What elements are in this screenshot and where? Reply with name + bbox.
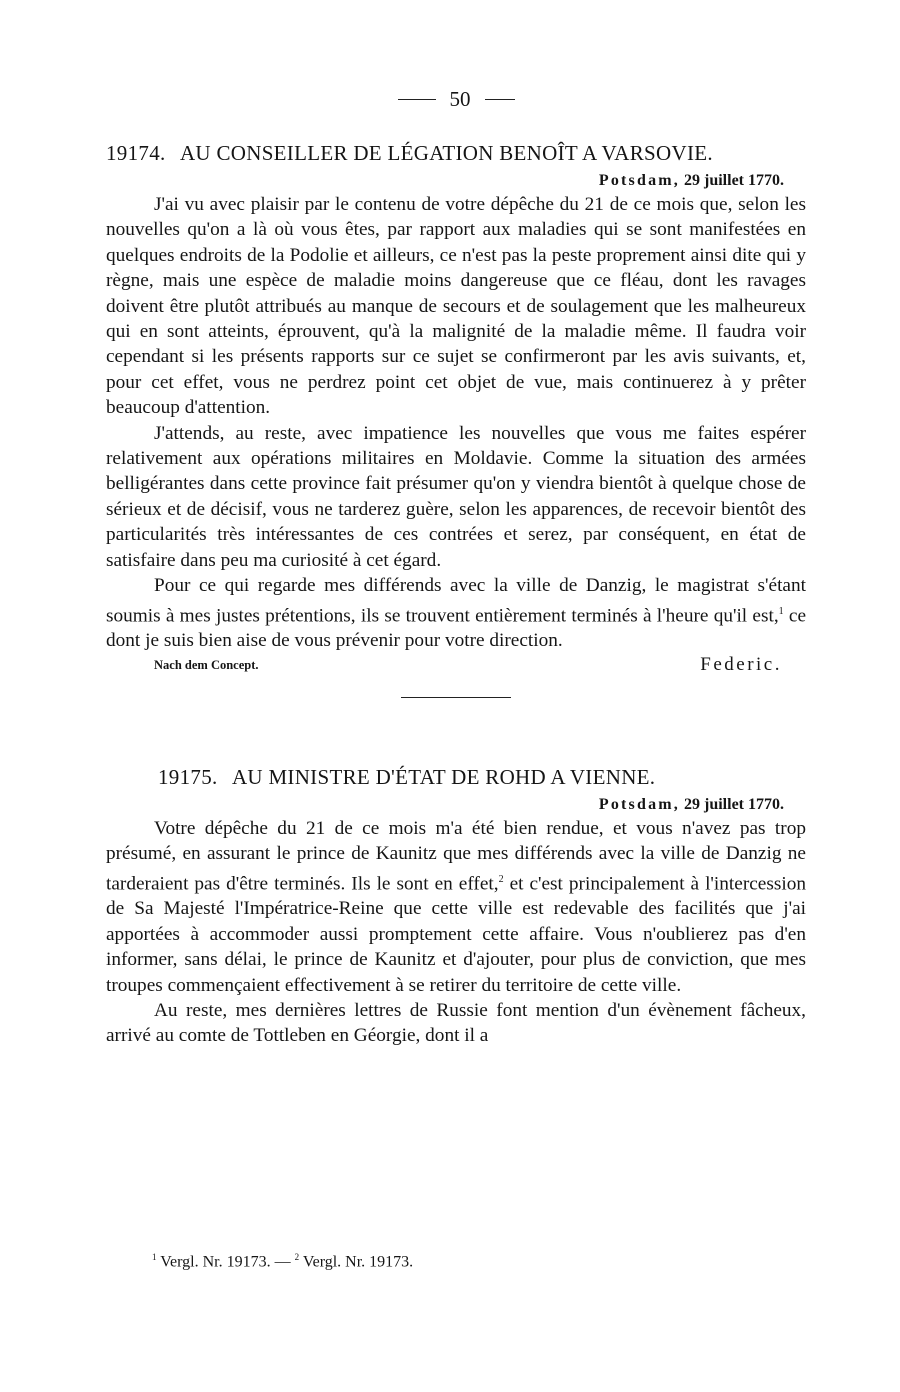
letter-place: Potsdam, <box>598 172 680 189</box>
footnote-mark: 1 <box>152 1252 157 1262</box>
letter-heading <box>106 764 806 790</box>
page-header <box>106 84 806 114</box>
letter-heading <box>106 140 806 166</box>
footnote-ref: 1 <box>778 605 784 617</box>
letter-title: AU CONSEILLER DE LÉGATION BENOÎT A VARSOVIE. <box>179 141 713 165</box>
letter-19175 <box>106 764 806 1049</box>
footnote-mark: 2 <box>294 1252 300 1262</box>
footnote-ref: 2 <box>498 873 504 885</box>
letter-paragraph: J'attends, au reste, avec impatience les nouvelles que vous me faites espérer relativement aux opérations militaires en Moldavie. Comme la situation des armées belligérantes dans cette province fait présumer qu'on y viendra bientôt à quelque chose de sérieux et de décisif, vous ne tarderez guère, selon les apparences, de recevoir bientôt des particularités très intéressantes de ces contrées et serez, par conséquent, en état de satisfaire dans peu ma curiosité à cet égard. <box>106 422 806 571</box>
letter-paragraph: Au reste, mes dernières lettres de Russie font mention d'un évènement fâcheux, arrivé au comte de Tottleben en Géorgie, dont il a <box>106 1000 806 1047</box>
letter-number: 19175. <box>158 764 218 789</box>
letter-paragraph: J'ai vu avec plaisir par le contenu de votre dépêche du 21 de ce mois que, selon les nouvelles qu'on a là où vous êtes, par rapport aux maladies qui se sont manifestées en quelques endroits de la Podolie et ailleurs, ce n'est pas la peste proprement ainsi dite qui y règne, mais une espèce de maladie moins dangereuse que ce fléau, dont les ravages doivent être plutôt attribués au manque de secours et de soulagement que les malheureux qui en sont atteints, éprouvent, qu'à la malignité de la maladie même. Il faudra voir cependant si les présents rapports sur ce sujet se confirmeront par les avis suivants, et, pour cet effet, vous ne perdrez point cet objet de vue, mais continuerez à y prêter beaucoup d'attention. <box>106 194 806 419</box>
letter-date: 29 juillet 1770. <box>684 795 784 813</box>
page-number: 50 <box>449 86 471 111</box>
footnotes <box>152 1252 413 1271</box>
letter-place-date <box>106 170 806 192</box>
paragraph-text: Votre dépêche du 21 de ce mois m'a été bien rendue, et vous n'avez pas trop présumé, en assurant le prince de Kaunitz que mes différends avec la ville de Danzig ne tarderaient pas d'être terminés. Ils le sont en effet, <box>106 817 806 894</box>
footnote-text: Vergl. Nr. 19173. <box>302 1253 414 1271</box>
letter-place: Potsdam, <box>598 795 680 813</box>
header-dash-right <box>485 99 515 100</box>
letter-paragraph <box>106 573 806 654</box>
paragraph-text: et c'est principalement à l'intercession de Sa Majesté l'Impératrice-Reine que cette ville est redevable des facilités que j'ai apportées à accommoder aussi promptement cette affaire. Vous n'oublierez pas d'en informer, sans délai, le prince de Kaunitz et d'ajouter, pour plus de conviction, que mes troupes commençaient effectivement à se retirer du territoire de cette ville. <box>106 872 807 996</box>
letter-separator <box>401 697 511 698</box>
header-dash-left <box>398 99 436 100</box>
letter-title: AU MINISTRE D'ÉTAT DE ROHD A VIENNE. <box>231 764 656 789</box>
signature: Federic. <box>700 653 782 675</box>
letter-paragraph <box>106 816 806 998</box>
document-page <box>106 84 806 1049</box>
footnote-separator: — <box>274 1253 291 1271</box>
footnote-text: Vergl. Nr. 19173. <box>160 1253 271 1271</box>
letter-place-date <box>106 794 806 816</box>
paragraph-text: Pour ce qui regarde mes différends avec la ville de Danzig, le magistrat s'étant soumis à mes justes prétentions, ils se trouvent entièrement terminés à l'heure qu'il est, <box>106 575 806 626</box>
paragraph-text: ce dont je suis bien aise de vous prévenir pour votre direction. <box>106 604 806 652</box>
letter-19174 <box>106 140 806 698</box>
letter-number: 19174. <box>106 141 166 165</box>
letter-date: 29 juillet 1770. <box>684 172 784 189</box>
source-note: Nach dem Concept. <box>154 657 259 672</box>
